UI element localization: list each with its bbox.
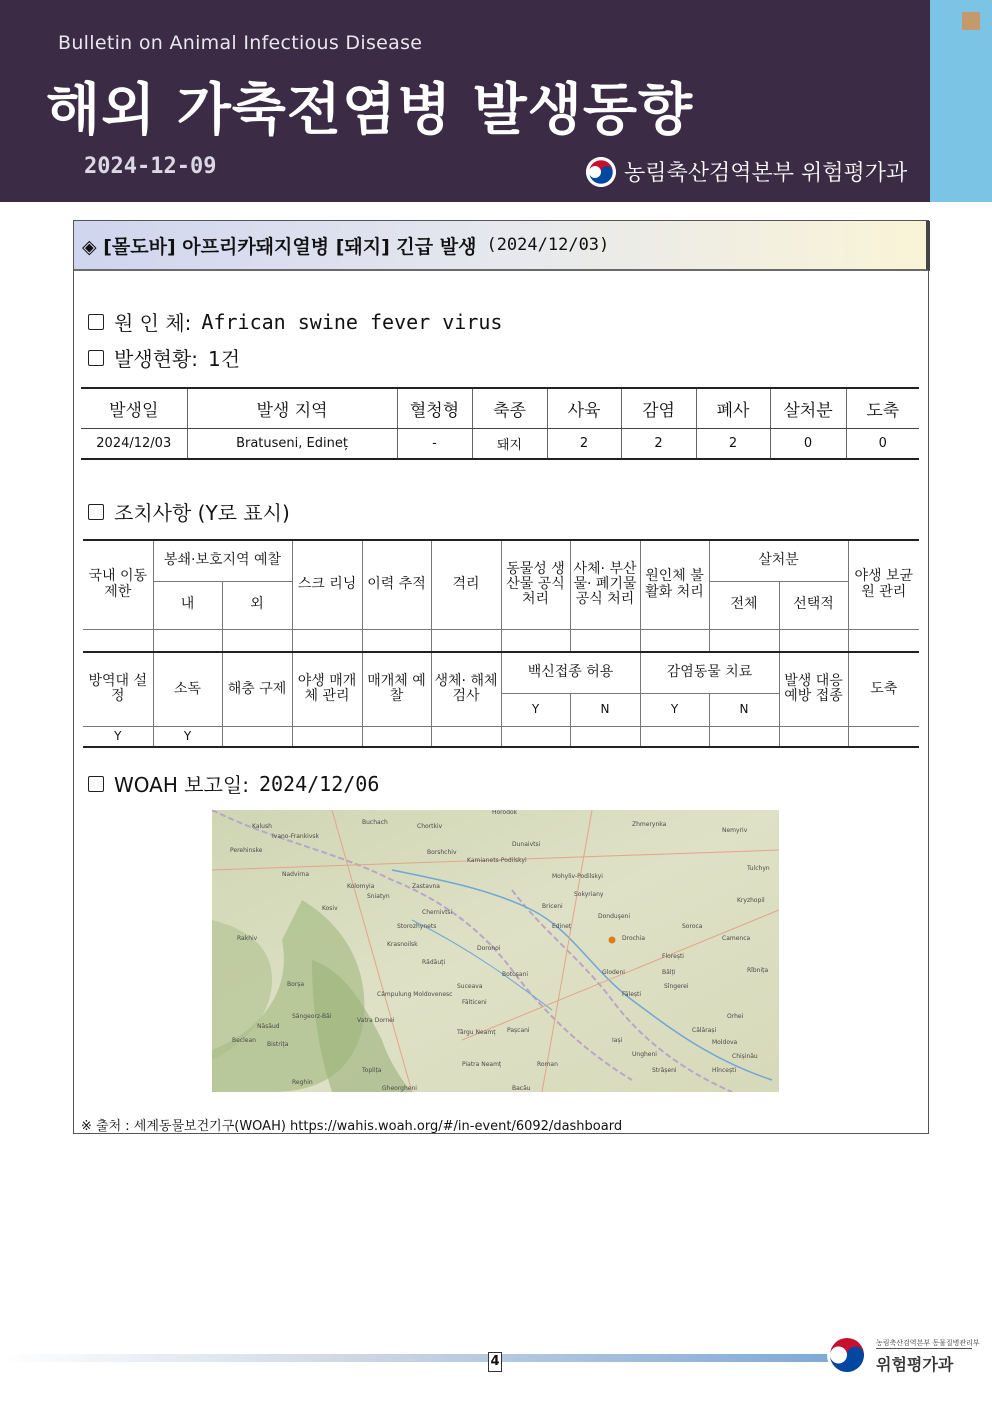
outbreak-marker: [609, 937, 616, 944]
measures-header-row: [83, 540, 919, 581]
table-header-cell: 백신접종 허용: [501, 652, 640, 693]
map-place-label: Dorohoi: [477, 945, 501, 952]
map-place-label: Horodok: [492, 810, 518, 816]
map-graphic: [212, 810, 779, 1092]
table-cell: 0: [770, 428, 846, 459]
bulletin-title: 해외 가축전염병 발생동향: [46, 78, 694, 143]
table-header-cell: 발생 지역: [187, 388, 397, 428]
map-place-label: Târgu Neamț: [457, 1029, 496, 1036]
map-place-label: Hîncești: [712, 1067, 737, 1074]
agent-line: [88, 307, 502, 336]
status-line: [88, 343, 240, 372]
outbreak-map: [212, 810, 779, 1092]
table-header-cell: 감염: [621, 388, 696, 428]
map-place-label: Sniatyn: [367, 893, 390, 900]
table-header-cell: 국내 이동 제한: [83, 540, 153, 629]
map-place-label: Rakhiv: [237, 935, 258, 942]
map-place-label: Fălești: [622, 991, 642, 998]
table-header-cell: 봉쇄·보호지역 예찰: [153, 540, 292, 581]
map-place-label: Storozhynets: [397, 923, 437, 930]
map-place-label: Botoșani: [502, 971, 529, 978]
table-header-cell: Y: [501, 693, 570, 726]
map-place-label: Chișinău: [732, 1053, 758, 1060]
table-cell: 2: [621, 428, 696, 459]
agent-value: African swine fever virus: [201, 309, 503, 334]
report-title-date: (2024/12/03): [486, 235, 610, 255]
map-place-label: Zhmerynka: [632, 821, 667, 828]
map-place-label: Săngeorz-Băi: [292, 1013, 332, 1020]
table-header-cell: 소독: [153, 652, 222, 726]
checkbox-icon: [88, 350, 104, 366]
measures-table: [83, 539, 919, 748]
status-value: 1건: [208, 347, 241, 371]
map-place-label: Borshchiv: [427, 849, 457, 856]
table-header-cell: 발생 대응 예방 접종: [779, 652, 848, 726]
map-place-label: Edineț: [552, 923, 572, 930]
map-place-label: Sîngerei: [664, 983, 689, 990]
agent-label: 원 인 체:: [114, 311, 192, 335]
map-place-label: Ivano-Frankivsk: [272, 833, 320, 840]
map-place-label: Orhei: [727, 1013, 744, 1020]
map-place-label: Chernivtsi: [422, 909, 453, 916]
map-place-label: Bălți: [662, 969, 676, 976]
map-place-label: Briceni: [542, 903, 563, 910]
map-place-label: Chortkiv: [417, 823, 443, 830]
header-org: [586, 156, 907, 187]
table-row: [81, 428, 919, 459]
map-place-label: Vatra Dornei: [357, 1017, 395, 1024]
table-row: [83, 726, 919, 747]
map-place-label: Dunaivtsi: [512, 841, 541, 848]
measures-header-row-2: [83, 652, 919, 693]
map-place-label: Borșa: [287, 981, 305, 988]
map-place-label: Fălticeni: [462, 999, 487, 1006]
table-header-cell: 선택적: [779, 581, 848, 629]
map-place-label: Rădăuți: [422, 959, 446, 966]
map-place-label: Perehinske: [230, 847, 263, 854]
table-header-cell: 생체· 해체 검사: [431, 652, 501, 726]
map-place-label: Buchach: [362, 819, 388, 826]
table-header-cell: 방역대 설정: [83, 652, 153, 726]
woah-line: [88, 769, 379, 798]
map-place-label: Ungheni: [632, 1051, 657, 1058]
table-header-cell: N: [709, 693, 779, 726]
table-header-cell: 발생일: [81, 388, 187, 428]
woah-label: WOAH 보고일:: [114, 773, 249, 797]
map-place-label: Suceava: [457, 983, 483, 990]
map-place-label: Călărași: [692, 1027, 717, 1034]
map-place-label: Kamianets-Podilskyi: [467, 857, 527, 864]
map-place-label: Roman: [537, 1061, 558, 1068]
table-cell: 0: [846, 428, 919, 459]
checkbox-icon: [88, 504, 104, 520]
status-label: 발생현황:: [114, 347, 199, 371]
footer-logo: [826, 1332, 980, 1380]
table-header-cell: 야생 매개체 관리: [292, 652, 362, 726]
table-header-cell: 폐사: [696, 388, 770, 428]
map-place-label: Piatra Neamț: [462, 1061, 502, 1068]
outbreak-table-header: [81, 388, 919, 428]
map-place-label: Glodeni: [602, 969, 625, 976]
table-header-cell: 원인체 불활화 처리: [640, 540, 709, 629]
checkbox-icon: [88, 776, 104, 792]
table-header-cell: Y: [640, 693, 709, 726]
table-header-cell: 도축: [848, 652, 919, 726]
map-place-label: Beclean: [232, 1037, 256, 1044]
table-header-cell: 사육: [547, 388, 621, 428]
table-header-cell: 스크 리닝: [292, 540, 362, 629]
table-cell: Bratuseni, Edineț: [187, 428, 397, 459]
map-place-label: Bistrița: [267, 1041, 289, 1048]
table-header-cell: 야생 보균원 관리: [848, 540, 919, 629]
footer-divider: [876, 1348, 972, 1349]
map-place-label: Kosiv: [322, 905, 338, 912]
table-cell: Y: [153, 726, 222, 747]
table-header-cell: 사체· 부산물· 폐기물 공식 처리: [570, 540, 640, 629]
table-row: [83, 629, 919, 652]
map-place-label: Bacău: [512, 1085, 531, 1092]
map-place-label: Rîbnița: [747, 967, 769, 974]
table-header-cell: 살처분: [709, 540, 848, 581]
map-place-label: Nemyriv: [722, 827, 748, 834]
map-place-label: Kolomyia: [347, 883, 375, 890]
header-side-accent: [930, 0, 992, 202]
map-place-label: Kryzhopil: [737, 897, 765, 904]
map-place-label: Pașcani: [507, 1027, 530, 1034]
footer-org-big: 위험평가과: [876, 1355, 954, 1374]
table-cell: 2: [547, 428, 621, 459]
table-header-cell: 매개체 예찰: [362, 652, 431, 726]
map-place-label: Gheorgheni: [382, 1085, 417, 1092]
map-place-label: Soroca: [682, 923, 703, 930]
bulletin-subtitle: Bulletin on Animal Infectious Disease: [58, 32, 423, 54]
table-cell: 2: [696, 428, 770, 459]
report-box: [73, 220, 929, 1134]
map-place-label: Reghin: [292, 1079, 313, 1086]
table-header-cell: 감염동물 치료: [640, 652, 779, 693]
table-cell: -: [397, 428, 472, 459]
report-title-bar: [74, 221, 930, 271]
checkbox-icon: [88, 314, 104, 330]
map-place-label: Nadvirna: [282, 871, 310, 878]
bulletin-date: 2024-12-09: [84, 154, 217, 179]
measures-line: [88, 497, 290, 526]
table-header-cell: 전체: [709, 581, 779, 629]
table-header-cell: 동물성 생산물 공식 처리: [501, 540, 570, 629]
header-accent-square: [962, 12, 980, 30]
map-place-label: Zastavna: [412, 883, 440, 890]
header-org-name: 농림축산검역본부 위험평가과: [624, 161, 908, 186]
table-header-cell: 내: [153, 581, 222, 629]
table-header-cell: 해충 구제: [222, 652, 292, 726]
taegeuk-logo-icon: [586, 157, 616, 187]
table-cell: Y: [83, 726, 153, 747]
map-place-label: Moldova: [712, 1039, 738, 1046]
map-place-label: Toplița: [362, 1067, 382, 1074]
table-header-cell: 외: [222, 581, 292, 629]
map-place-label: Tulchyn: [747, 865, 770, 872]
table-cell: 2024/12/03: [81, 428, 187, 459]
page-number: 4: [488, 1352, 502, 1372]
taegeuk-logo-icon: [826, 1334, 868, 1376]
map-place-label: Donduşeni: [598, 913, 630, 920]
footer-line: [0, 1354, 860, 1362]
table-header-cell: N: [570, 693, 640, 726]
woah-date: 2024/12/06: [258, 771, 380, 796]
map-place-label: Camenca: [722, 935, 751, 942]
table-header-cell: 격리: [431, 540, 501, 629]
map-place-label: Mohyliv-Podilskyi: [552, 873, 603, 880]
table-header-cell: 살처분: [770, 388, 846, 428]
table-header-cell: 이력 추적: [362, 540, 431, 629]
measures-label: 조치사항 (Y로 표시): [114, 501, 290, 525]
table-header-cell: 축종: [472, 388, 547, 428]
table-header-cell: 혈청형: [397, 388, 472, 428]
map-place-label: Câmpulung Moldovenesc: [377, 991, 453, 998]
outbreak-table: [81, 387, 919, 460]
footer-org-small: 농림축산검역본부 동물질병관리부: [876, 1339, 980, 1347]
map-place-label: Iași: [612, 1037, 623, 1044]
map-place-label: Sokyriany: [574, 891, 604, 898]
table-cell: 돼지: [472, 428, 547, 459]
table-header-cell: 도축: [846, 388, 919, 428]
map-place-label: Năsăud: [257, 1023, 280, 1030]
map-place-label: Kalush: [252, 823, 272, 830]
map-place-label: Florești: [662, 953, 684, 960]
report-title: ◈ [몰도바] 아프리카돼지열병 [돼지] 긴급 발생: [82, 235, 477, 258]
source-citation: ※ 출처 : 세계동물보건기구(WOAH) https://wahis.woah.org/#/in-event/6092/dashboard: [81, 1119, 623, 1134]
map-place-label: Strășeni: [652, 1067, 677, 1074]
map-place-label: Drochia: [622, 935, 646, 942]
map-place-label: Krasnoilsk: [387, 941, 418, 948]
